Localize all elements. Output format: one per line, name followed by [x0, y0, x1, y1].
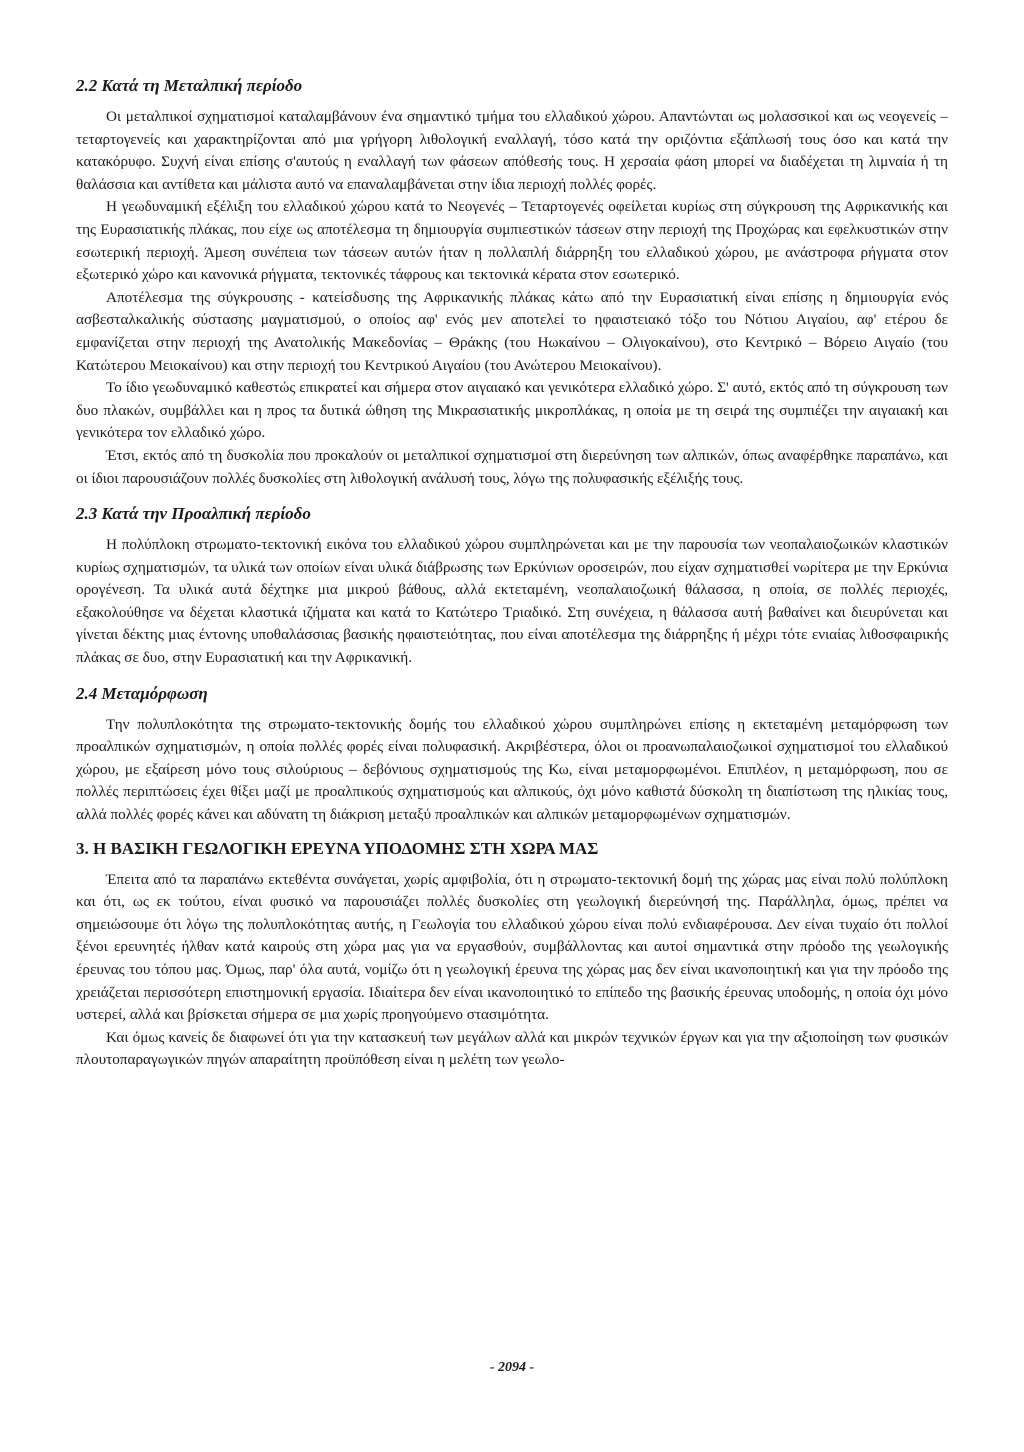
section-2-2-paragraph-4: Το ίδιο γεωδυναμικό καθεστώς επικρατεί και σήμερα στον αιγαιακό και γενικότερα ελλαδικό χώρο. Σ' αυτό, εκτός από τη σύγκρουση των δυο πλακών, συμβάλλει και η προς τα δυτικά ώθηση της Μικρασιατικής μικροπλάκας, η οποία με τη σειρά της συμπιέζει την αιγαιακή και γενικότερα τον ελλαδικό χώρο. [76, 379, 948, 442]
section-3-paragraph-2: Και όμως κανείς δε διαφωνεί ότι για την κατασκευή των μεγάλων αλλά και μικρών τεχνικών έργων και για την αξιοποίηση των φυσικών πλουτοπαραγωγικών πηγών απαραίτητη προϋπόθεση είναι η μελέτη των γεωλο- [76, 1028, 948, 1069]
section-2-4-heading: 2.4 Μεταμόρφωση [76, 683, 208, 703]
section-2-4-paragraph-1: Την πολυπλοκότητα της στρωματο-τεκτονικής δομής του ελλαδικού χώρου συμπληρώνει επίσης η εκτεταμένη μεταμόρφωση των προαλπικών σχηματισμών, η οποία πολλές φορές είναι πολυφασική. Ακριβέστερα, όλοι οι προανωπαλαιοζωικοί σχηματισμοί του ελλαδικού χώρου, με εξαίρεση μόνο τους σιλούριους – δεβόνιους σχηματισμούς της Κω, είναι μεταμορφωμένοι. Επιπλέον, η μεταμόρφωση, που σε πολλές περιπτώσεις έχει θίξει μαζί με προαλπικούς σχηματισμούς και αλπικούς, όχι μόνο καθιστά δύσκολη τη διαπίστωση της ηλικίας τους, αλλά πολλές φορές κάνει και αδύνατη τη διάκριση μεταξύ προαλπικών και αλπικών μεταμορφωμένων σχηματισμών. [76, 715, 948, 824]
section-2-2-paragraph-1: Οι μεταλπικοί σχηματισμοί καταλαμβάνουν ένα σημαντικό τμήμα του ελλαδικού χώρου. Απαντώνται ως μολασσικοί και ως νεογενείς – τεταρτογενείς και χαρακτηρίζονται από μια γρήγορη λιθολογική εναλλαγή, τόσο κατά την οριζόντια εξάπλωσή τους όσο και κατά την κατακόρυφο. Συχνή είναι επίσης σ'αυτούς η εναλλαγή των φάσεων απόθεσής τους. Η χερσαία φάση μπορεί να διαδέχεται τη λιμναία ή τη θαλάσσια και αντίθετα και μάλιστα αυτό να επαναλαμβάνεται στην ίδια περιοχή πολλές φορές. [76, 108, 948, 193]
section-2-2-paragraph-5: Έτσι, εκτός από τη δυσκολία που προκαλούν οι μεταλπικοί σχηματισμοί στη διερεύνηση των αλπικών, όπως αναφέρθηκε παραπάνω, και οι ίδιοι παρουσιάζουν πολλές δυσκολίες στη λιθολογική ανάλυσή τους, λόγω της πολυφασικής εξέλιξής τους. [76, 446, 948, 487]
section-2-2-paragraph-2: Η γεωδυναμική εξέλιξη του ελλαδικού χώρου κατά το Νεογενές – Τεταρτογενές οφείλεται κυρίως στη σύγκρουση της Αφρικανικής και της Ευρασιατικής πλάκας, που είχε ως αποτέλεσμα τη δημιουργία συμπιεστικών τάσεων στην περιοχή της Προχώρας και εφελκυστικών στην εσωτερική περιοχή. Άμεση συνέπεια των τάσεων αυτών ήταν η πολλαπλή διάρρηξη του ελλαδικού χώρου, με ανάστροφα ρήγματα στον εξωτερικό χώρο και κανονικά ρήγματα, τεκτονικές τάφρους και τεκτονικά κέρατα στον εσωτερικό. [76, 198, 948, 284]
section-3-paragraph-1: Έπειτα από τα παραπάνω εκτεθέντα συνάγεται, χωρίς αμφιβολία, ότι η στρωματο-τεκτονική δομή της χώρας μας είναι πολύ πολύπλοκη και ότι, ως εκ τούτου, είναι φυσικό να παρουσιάζει πολλές δυσκολίες στη γεωλογική διερεύνησή της. Παράλληλα, όμως, πρέπει να σημειώσουμε ότι λόγω της πολυπλοκότητας αυτής, η Γεωλογία του ελλαδικού χώρου είναι πολύ ενδιαφέρουσα. Δεν είναι τυχαίο ότι πολλοί ξένοι ερευνητές ήλθαν κατά καιρούς στη χώρα μας για να εργασθούν, συμβάλλοντας και αυτοί σημαντικά στην πρόοδο της γεωλογικής έρευνας του τόπου μας. Όμως, παρ' όλα αυτά, νομίζω ότι η γεωλογική έρευνα της χώρας μας δεν είναι ικανοποιητική και για την πρόοδο της χρειάζεται περισσότερη επιστημονική εργασία. Ιδιαίτερα δεν είναι ικανοποιητικό το επίπεδο της βασικής έρευνας υποδομής, η οποία όχι μόνο υστερεί, αλλά και βρίσκεται σήμερα σε μια χωρίς προηγούμενο στασιμότητα. [76, 870, 948, 1024]
section-2-2-heading: 2.2 Κατά τη Μεταλπική περίοδο [76, 76, 303, 95]
page-number: - 2094 - [489, 1360, 535, 1375]
section-2-3-paragraph-1: Η πολύπλοκη στρωματο-τεκτονική εικόνα του ελλαδικού χώρου συμπληρώνεται και με την παρουσία των νεοπαλαιοζωικών κλαστικών κυρίως σχηματισμών, τα υλικά των οποίων είναι υλικά διάβρωσης των Ερκύνιων οροσειρών, που είχαν σχηματισθεί νωρίτερα με την Ερκύνια ορογένεση. Τα υλικά αυτά δέχτηκε μια μικρού βάθους, αλλά εκτεταμένη, νεοπαλαιοζωική θάλασσα, η οποία, σε πολλές περιοχές, εξακολούθησε να δέχεται κλαστικά ιζήματα και κατά το Κατώτερο Τριαδικό. Στη συνέχεια, η θάλασσα αυτή βαθαίνει και διευρύνεται και γίνεται δέκτης μιας έντονης υποθαλάσσιας βασικής ηφαιστειότητας, που είναι αποτέλεσμα της διάρρηξης ή μέχρι τότε ενιαίας λιθοσφαιρικής πλάκας σε δυο, στην Ευρασιατική και την Αφρικανική. [76, 536, 948, 667]
section-3-heading: 3. Η ΒΑΣΙΚΗ ΓΕΩΛΟΓΙΚΗ ΕΡΕΥΝΑ ΥΠΟΔΟΜΗΣ ΣΤΗ ΧΩΡΑ ΜΑΣ [76, 838, 599, 858]
section-2-2-paragraph-3: Αποτέλεσμα της σύγκρουσης - κατείσδυσης της Αφρικανικής πλάκας κάτω από την Ευρασιατική είναι επίσης η δημιουργία ενός ασβεσταλκαλικής σύστασης μαγματισμού, ο οποίος αφ' ενός μεν αποτελεί το ηφαιστειακό τόξο του Νότιου Αιγαίου, αφ' ετέρου δε εμφανίζεται στην περιοχή της Ανατολικής Μακεδονίας – Θράκης (του Ηωκαίνου – Ολιγοκαίνου), στο Κεντρικό – Βόρειο Αιγαίο (του Κατώτερου Μειοκαίνου) και στην περιοχή του Κεντρικού Αιγαίου (του Ανώτερου Μειοκαίνου). [76, 288, 948, 374]
section-2-3-heading: 2.3 Κατά την Προαλπική περίοδο [76, 504, 311, 524]
